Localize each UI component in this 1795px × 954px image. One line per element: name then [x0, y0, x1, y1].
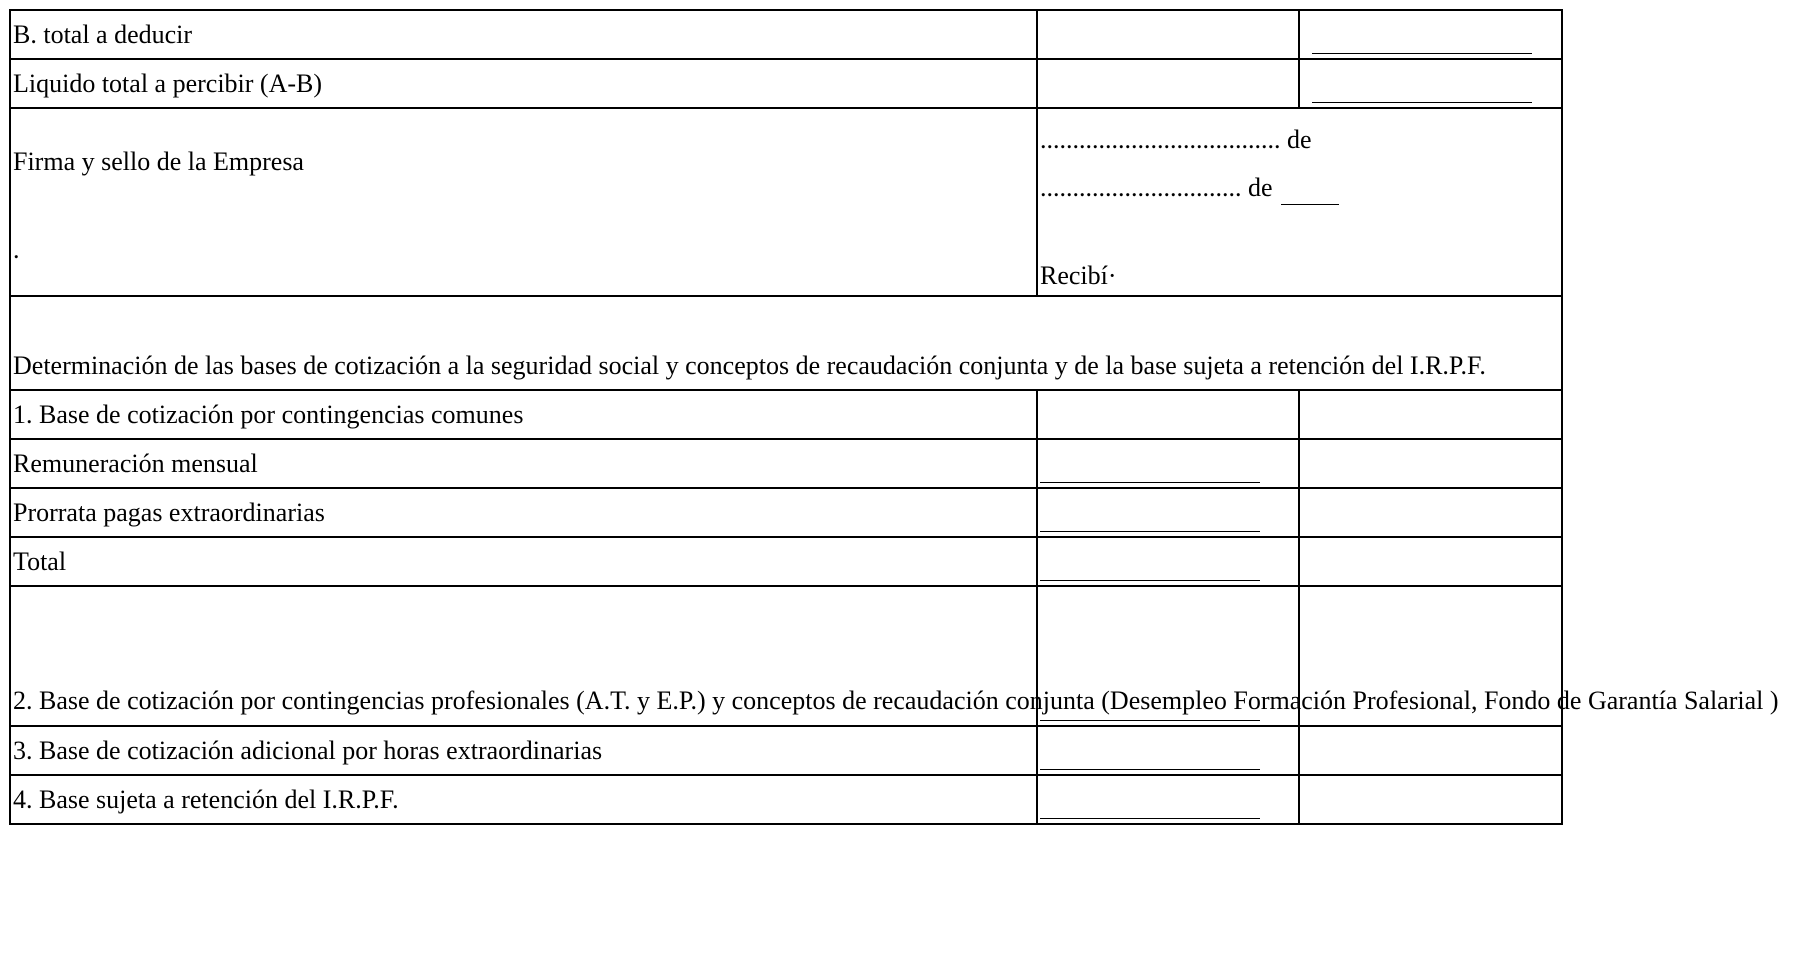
value-remuneracion-right: [1299, 439, 1562, 488]
date-line-2: [1040, 165, 1339, 211]
row-base-comunes: [10, 390, 1562, 439]
value-base-adicional: [1037, 726, 1299, 775]
value-remuneracion: [1037, 439, 1299, 488]
value-base-adicional-right: [1299, 726, 1562, 775]
row-prorrata: [10, 488, 1562, 537]
label-base-profesionales: 2. Base de cotización por contingencias profesionales (A.T. y E.P.) y conceptos de recaudación conjunta (Desempleo Formación Profesional, Fondo de Garantía Salarial ): [10, 586, 1037, 726]
label-total: Total: [10, 537, 1037, 586]
blank-line: [1040, 818, 1260, 819]
date-line-1: ..................................... de: [1040, 125, 1312, 154]
value-base-irpf: [1037, 775, 1299, 824]
value-base-comunes-right: [1299, 390, 1562, 439]
blank-line: [1312, 102, 1532, 103]
blank-line: [1040, 482, 1260, 483]
firma-cell: [10, 108, 1037, 296]
row-firma: [10, 108, 1562, 296]
label-prorrata: Prorrata pagas extraordinarias: [10, 488, 1037, 537]
date-cell: [1037, 108, 1562, 296]
determinacion-heading: Determinación de las bases de cotización a la seguridad social y conceptos de recaudación conjunta y de la base sujeta a retención del I.R.P.F.: [10, 296, 1562, 390]
payslip-table: [9, 9, 1779, 825]
row-determinacion: [10, 296, 1562, 390]
row-base-profesionales: [10, 586, 1562, 726]
row-base-adicional: [10, 726, 1562, 775]
firma-label: Firma y sello de la Empresa: [13, 147, 304, 176]
row-total-deducir: [10, 10, 1562, 59]
value-total-deducir: [1037, 10, 1299, 59]
blank-line: [1040, 580, 1260, 581]
year-blank: [1281, 204, 1339, 205]
blank-line: [1040, 720, 1260, 721]
value-total: [1037, 537, 1299, 586]
value-base-comunes: [1037, 390, 1299, 439]
date-line-2-text: ............................... de: [1040, 173, 1273, 202]
blank-line: [1312, 53, 1532, 54]
blank-line: [1040, 769, 1260, 770]
value-prorrata: [1037, 488, 1299, 537]
label-base-irpf: 4. Base sujeta a retención del I.R.P.F.: [10, 775, 1037, 824]
label-liquido-total: Liquido total a percibir (A-B): [10, 59, 1037, 108]
value-prorrata-right: [1299, 488, 1562, 537]
recibi-label: Recibí·: [1040, 260, 1117, 290]
label-base-comunes: 1. Base de cotización por contingencias comunes: [10, 390, 1037, 439]
blank-line: [1040, 531, 1260, 532]
row-total: [10, 537, 1562, 586]
value-liquido-total-right: [1299, 59, 1562, 108]
row-remuneracion: [10, 439, 1562, 488]
firma-dot: .: [13, 235, 20, 264]
value-total-deducir-right: [1299, 10, 1562, 59]
row-liquido-total: [10, 59, 1562, 108]
value-base-irpf-right: [1299, 775, 1562, 824]
row-base-irpf: [10, 775, 1562, 824]
value-liquido-total: [1037, 59, 1299, 108]
value-total-right: [1299, 537, 1562, 586]
label-total-deducir: B. total a deducir: [10, 10, 1037, 59]
value-base-profesionales: [1037, 586, 1299, 726]
label-remuneracion: Remuneración mensual: [10, 439, 1037, 488]
label-base-adicional: 3. Base de cotización adicional por horas extraordinarias: [10, 726, 1037, 775]
